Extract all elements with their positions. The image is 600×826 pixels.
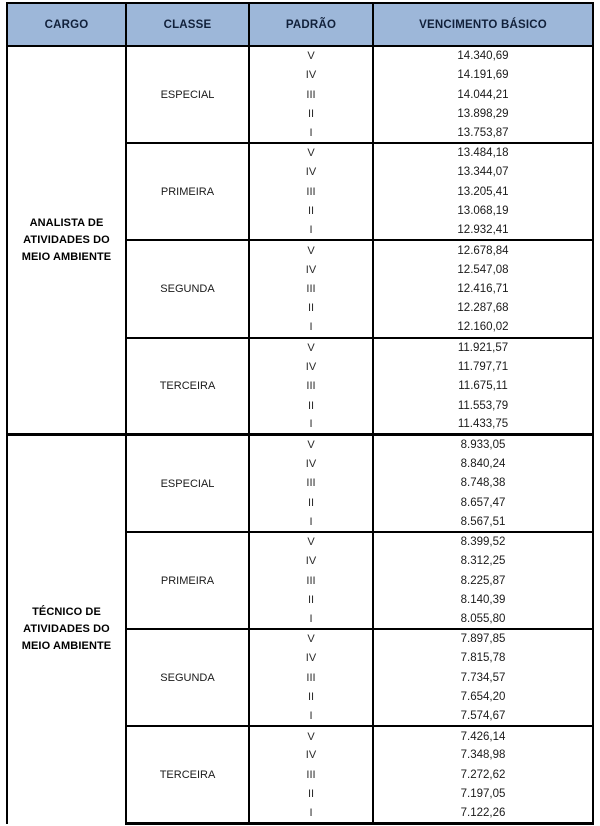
padrao-cell: II xyxy=(249,493,373,512)
vencimento-basico-cell: 7.815,78 xyxy=(373,649,593,668)
vencimento-basico-cell: 13.898,29 xyxy=(373,104,593,123)
classe-cell: TERCEIRA xyxy=(126,726,249,823)
vencimento-basico-cell: 14.340,69 xyxy=(373,46,593,65)
cargo-label-line: TÉCNICO DE xyxy=(32,606,101,619)
padrao-cell: II xyxy=(249,299,373,318)
vencimento-basico-cell: 8.312,25 xyxy=(373,551,593,570)
padrao-cell: I xyxy=(249,610,373,629)
table-row xyxy=(7,435,593,454)
padrao-cell: IV xyxy=(249,357,373,376)
padrao-cell: V xyxy=(249,338,373,357)
table-body xyxy=(7,46,593,824)
padrao-cell: IV xyxy=(249,649,373,668)
classe-cell: SEGUNDA xyxy=(126,240,249,337)
padrao-cell: V xyxy=(249,435,373,454)
padrao-cell: I xyxy=(249,513,373,532)
padrao-cell: I xyxy=(249,415,373,434)
padrao-cell: IV xyxy=(249,163,373,182)
vencimento-basico-cell: 8.140,39 xyxy=(373,590,593,609)
classe-cell: SEGUNDA xyxy=(126,629,249,726)
column-header-venc: VENCIMENTO BÁSICO xyxy=(373,3,593,46)
vencimento-basico-cell: 7.426,14 xyxy=(373,726,593,745)
vencimento-basico-cell: 7.348,98 xyxy=(373,746,593,765)
padrao-cell: I xyxy=(249,804,373,823)
vencimento-basico-cell: 7.574,67 xyxy=(373,707,593,726)
padrao-cell: I xyxy=(249,124,373,143)
vencimento-basico-cell: 11.553,79 xyxy=(373,396,593,415)
padrao-cell: III xyxy=(249,571,373,590)
padrao-cell: III xyxy=(249,85,373,104)
vencimento-basico-cell: 8.933,05 xyxy=(373,435,593,454)
vencimento-basico-cell: 7.272,62 xyxy=(373,765,593,784)
padrao-cell: II xyxy=(249,590,373,609)
table-header-row xyxy=(7,3,593,46)
vencimento-basico-cell: 8.748,38 xyxy=(373,474,593,493)
column-header-cargo: CARGO xyxy=(7,3,126,46)
padrao-cell: IV xyxy=(249,551,373,570)
classe-cell: PRIMEIRA xyxy=(126,143,249,240)
padrao-cell: V xyxy=(249,46,373,65)
vencimento-basico-cell: 14.191,69 xyxy=(373,65,593,84)
vencimento-basico-cell: 12.547,08 xyxy=(373,260,593,279)
vencimento-basico-cell: 12.160,02 xyxy=(373,318,593,337)
cargo-label-line: ANALISTA DE xyxy=(29,216,104,229)
vencimento-basico-cell: 12.678,84 xyxy=(373,240,593,259)
vencimento-basico-cell: 7.734,57 xyxy=(373,668,593,687)
vencimento-basico-cell: 12.416,71 xyxy=(373,279,593,298)
vencimento-basico-cell: 13.205,41 xyxy=(373,182,593,201)
padrao-cell: II xyxy=(249,785,373,804)
vencimento-basico-cell: 13.484,18 xyxy=(373,143,593,162)
vencimento-basico-cell: 7.122,26 xyxy=(373,804,593,823)
padrao-cell: III xyxy=(249,765,373,784)
padrao-cell: II xyxy=(249,687,373,706)
vencimento-basico-cell: 7.654,20 xyxy=(373,687,593,706)
vencimento-basico-cell: 12.932,41 xyxy=(373,221,593,240)
vencimento-basico-cell: 11.797,71 xyxy=(373,357,593,376)
vencimento-basico-cell: 8.567,51 xyxy=(373,513,593,532)
cargo-cell xyxy=(7,435,126,824)
vencimento-basico-cell: 8.399,52 xyxy=(373,532,593,551)
padrao-cell: IV xyxy=(249,65,373,84)
salary-table xyxy=(6,2,594,825)
padrao-cell: II xyxy=(249,104,373,123)
vencimento-basico-cell: 13.753,87 xyxy=(373,124,593,143)
padrao-cell: III xyxy=(249,279,373,298)
table-header xyxy=(7,3,593,46)
vencimento-basico-cell: 11.433,75 xyxy=(373,415,593,434)
vencimento-basico-cell: 8.840,24 xyxy=(373,454,593,473)
padrao-cell: IV xyxy=(249,454,373,473)
padrao-cell: IV xyxy=(249,746,373,765)
vencimento-basico-cell: 8.225,87 xyxy=(373,571,593,590)
cargo-label-line: MEIO AMBIENTE xyxy=(21,640,112,653)
table-row xyxy=(7,46,593,65)
vencimento-basico-cell: 7.897,85 xyxy=(373,629,593,648)
vencimento-basico-cell: 12.287,68 xyxy=(373,299,593,318)
column-header-classe: CLASSE xyxy=(126,3,249,46)
padrao-cell: I xyxy=(249,221,373,240)
classe-cell: TERCEIRA xyxy=(126,338,249,435)
salary-table-container xyxy=(6,2,592,823)
padrao-cell: V xyxy=(249,143,373,162)
vencimento-basico-cell: 14.044,21 xyxy=(373,85,593,104)
padrao-cell: V xyxy=(249,726,373,745)
padrao-cell: II xyxy=(249,396,373,415)
vencimento-basico-cell: 13.068,19 xyxy=(373,202,593,221)
padrao-cell: III xyxy=(249,376,373,395)
classe-cell: PRIMEIRA xyxy=(126,532,249,629)
cargo-label-line: ATIVIDADES DO xyxy=(23,233,110,246)
padrao-cell: V xyxy=(249,629,373,648)
vencimento-basico-cell: 8.055,80 xyxy=(373,610,593,629)
padrao-cell: III xyxy=(249,182,373,201)
column-header-padrao: PADRÃO xyxy=(249,3,373,46)
padrao-cell: I xyxy=(249,707,373,726)
padrao-cell: III xyxy=(249,668,373,687)
padrao-cell: III xyxy=(249,474,373,493)
cargo-cell xyxy=(7,46,126,435)
classe-cell: ESPECIAL xyxy=(126,435,249,532)
padrao-cell: V xyxy=(249,532,373,551)
padrao-cell: IV xyxy=(249,260,373,279)
classe-cell: ESPECIAL xyxy=(126,46,249,143)
cargo-label-line: MEIO AMBIENTE xyxy=(21,250,112,263)
vencimento-basico-cell: 8.657,47 xyxy=(373,493,593,512)
padrao-cell: II xyxy=(249,202,373,221)
padrao-cell: V xyxy=(249,240,373,259)
vencimento-basico-cell: 11.675,11 xyxy=(373,376,593,395)
vencimento-basico-cell: 7.197,05 xyxy=(373,785,593,804)
vencimento-basico-cell: 11.921,57 xyxy=(373,338,593,357)
vencimento-basico-cell: 13.344,07 xyxy=(373,163,593,182)
cargo-label-line: ATIVIDADES DO xyxy=(23,623,110,636)
padrao-cell: I xyxy=(249,318,373,337)
